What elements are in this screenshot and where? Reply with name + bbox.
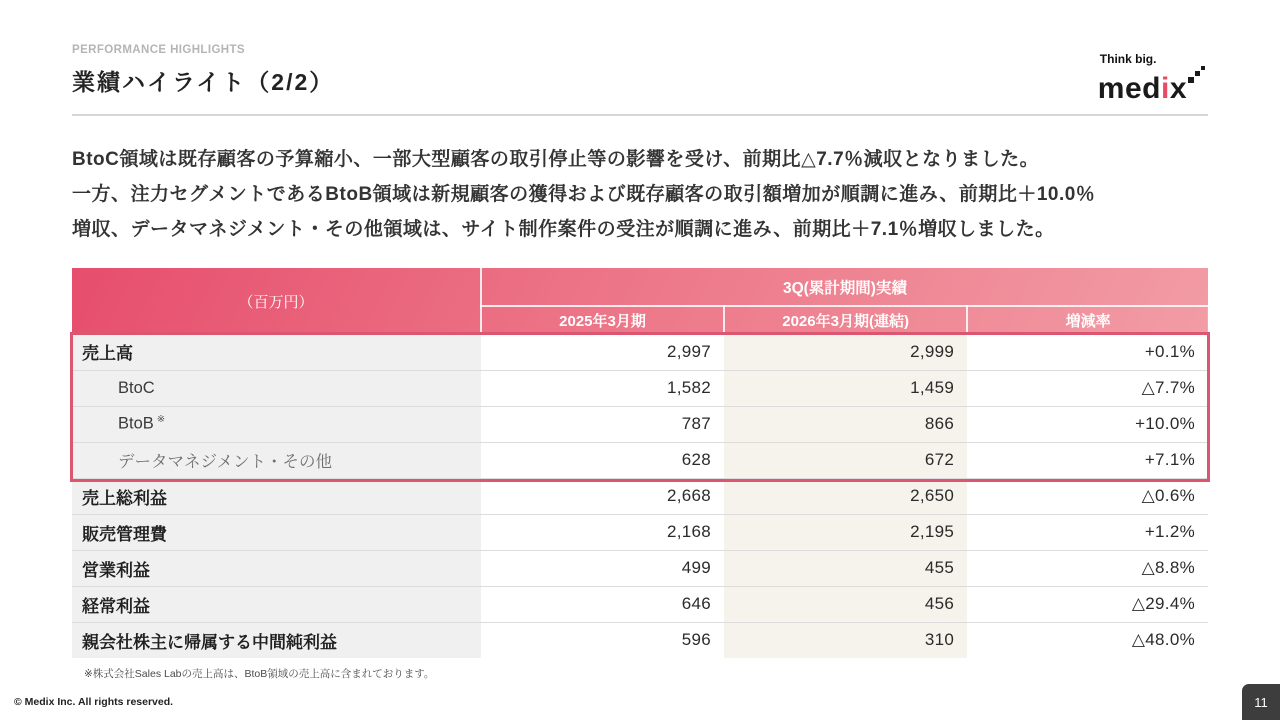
table-row	[72, 370, 1208, 406]
table-row	[72, 406, 1208, 442]
table-row	[72, 622, 1208, 658]
table-row	[72, 442, 1208, 478]
row-label: 売上高	[72, 334, 481, 370]
value-current: 2,999	[724, 334, 967, 370]
summary-line: 一方、注力セグメントであるBtoB領域は新規顧客の獲得および既存顧客の取引額増加が順調に進み、前期比＋10.0％	[72, 184, 1096, 205]
value-current: 2,650	[724, 478, 967, 514]
value-prev: 1,582	[481, 370, 724, 406]
value-prev: 646	[481, 586, 724, 622]
value-prev: 596	[481, 622, 724, 658]
unit-header-cell: （百万円）	[238, 293, 314, 311]
column-header-change-rate: 増減率	[967, 306, 1208, 334]
value-current: 310	[724, 622, 967, 658]
slide-header	[72, 44, 1208, 116]
value-prev: 628	[481, 442, 724, 478]
value-change: △48.0%	[967, 622, 1208, 658]
row-label: 営業利益	[72, 550, 481, 586]
value-change: +7.1%	[967, 442, 1208, 478]
value-change: +0.1%	[967, 334, 1208, 370]
value-current: 866	[724, 406, 967, 442]
value-prev: 2,997	[481, 334, 724, 370]
logo-wordmark: medix	[1097, 72, 1187, 105]
logo-tagline: Think big.	[1099, 52, 1157, 66]
results-table-container	[72, 268, 1208, 681]
table-row	[72, 550, 1208, 586]
value-current: 456	[724, 586, 967, 622]
value-change: △29.4%	[967, 586, 1208, 622]
value-change: △0.6%	[967, 478, 1208, 514]
group-header-cell: 3Q(累計期間)実績	[481, 268, 1208, 306]
summary-line: BtoC領域は既存顧客の予算縮小、一部大型顧客の取引停止等の影響を受け、前期比△7.7％減収となりました。	[72, 149, 1040, 170]
row-label: データマネジメント・その他	[72, 442, 481, 478]
summary-text	[72, 142, 1208, 247]
section-eyebrow: PERFORMANCE HIGHLIGHTS	[72, 44, 245, 56]
value-current: 2,195	[724, 514, 967, 550]
column-header-prev-period: 2025年3月期	[481, 306, 724, 334]
row-label: 親会社株主に帰属する中間純利益	[72, 622, 481, 658]
value-current: 672	[724, 442, 967, 478]
table-row	[72, 478, 1208, 514]
header-divider	[72, 114, 1208, 116]
table-row	[72, 334, 1208, 370]
table-footnote: ※株式会社Sales Labの売上高は、BtoB領域の売上高に含まれております。	[84, 668, 435, 680]
footnote-mark: ※	[156, 414, 166, 426]
column-header-current-period: 2026年3月期(連結)	[724, 306, 967, 334]
summary-line: 増収、データマネジメント・その他領域は、サイト制作案件の受注が順調に進み、前期比＋7.1％増収しました。	[72, 219, 1055, 240]
logo-pixel-stairs-icon	[1188, 66, 1206, 89]
medix-logo	[1098, 52, 1206, 103]
results-table	[72, 268, 1208, 658]
table-body	[72, 334, 1208, 658]
value-change: +1.2%	[967, 514, 1208, 550]
value-change: +10.0%	[967, 406, 1208, 442]
value-current: 1,459	[724, 370, 967, 406]
row-label: 販売管理費	[72, 514, 481, 550]
page-title: 業績ハイライト（2/2）	[72, 69, 335, 95]
page-number-badge	[1242, 684, 1280, 720]
table-header	[72, 268, 1208, 334]
table-row	[72, 514, 1208, 550]
value-current: 455	[724, 550, 967, 586]
table-row	[72, 586, 1208, 622]
value-prev: 787	[481, 406, 724, 442]
row-label: 経常利益	[72, 586, 481, 622]
value-prev: 2,668	[481, 478, 724, 514]
value-prev: 2,168	[481, 514, 724, 550]
page-number: 11	[1254, 694, 1268, 710]
value-prev: 499	[481, 550, 724, 586]
value-change: △7.7%	[967, 370, 1208, 406]
row-label: BtoB ※	[72, 406, 481, 442]
row-label: 売上総利益	[72, 478, 481, 514]
value-change: △8.8%	[967, 550, 1208, 586]
row-label: BtoC	[72, 370, 481, 406]
copyright-text: © Medix Inc. All rights reserved.	[14, 696, 174, 708]
